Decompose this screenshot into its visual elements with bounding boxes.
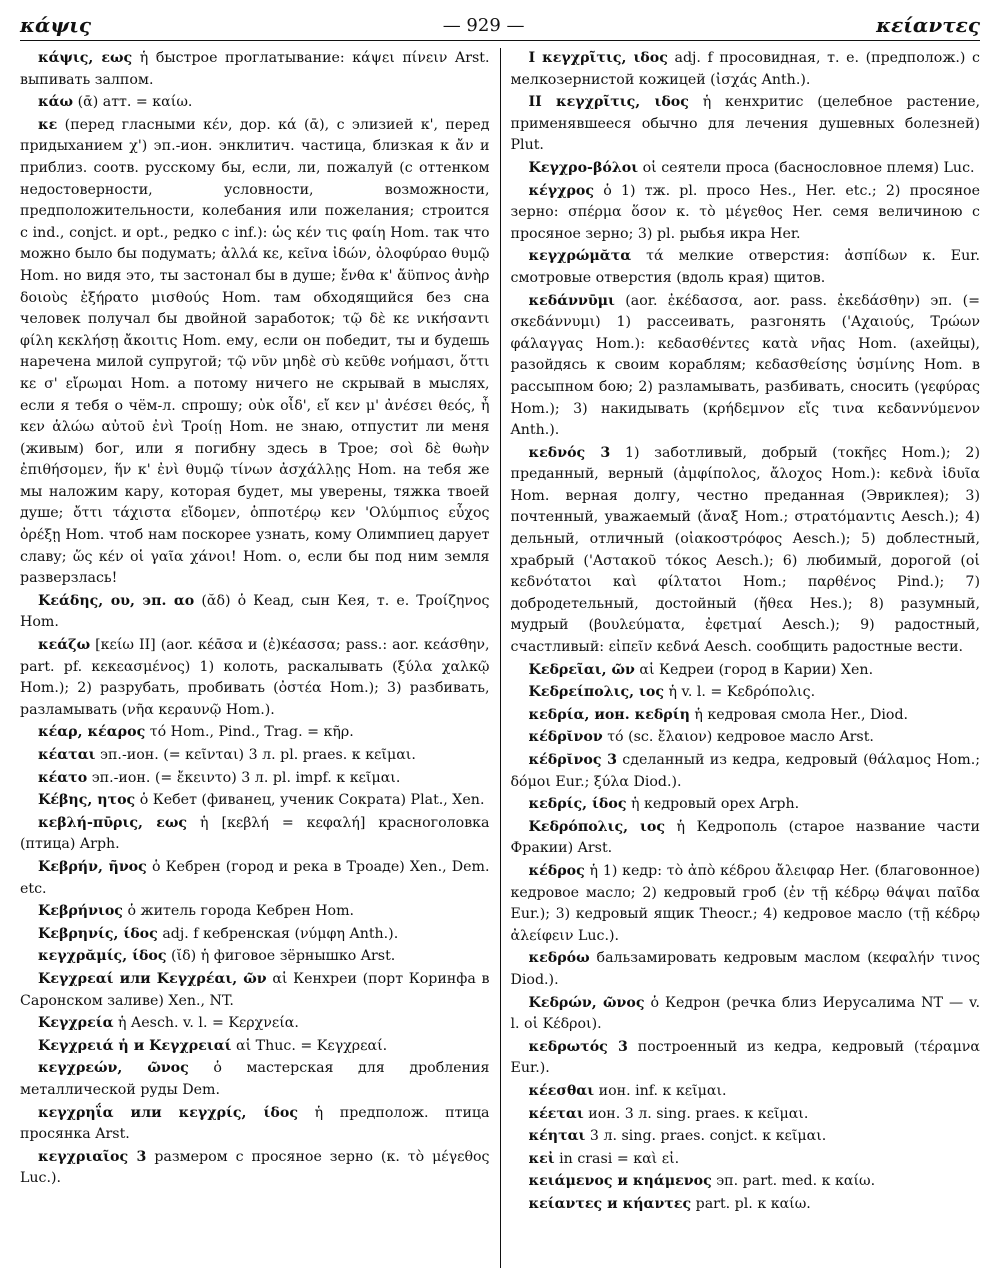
entry-headword: κεδνός 3 — [528, 444, 611, 461]
entry-definition: part. pl. к καίω. — [695, 1195, 811, 1212]
entry-headword: κείαντες и κήαντες — [528, 1195, 692, 1212]
entry-definition: ὁ Кедрон (речка близ Иерусалима NT — v. l. οἱ Κέδροι). — [510, 994, 980, 1033]
dictionary-entry — [511, 92, 981, 157]
entry-headword: κεάζω — [38, 637, 91, 654]
entry-headword: κεγχρᾰμίς, ίδος — [38, 948, 167, 965]
entry-headword: κεδρωτός 3 — [528, 1038, 628, 1055]
header-first-word: κάψις — [20, 13, 92, 37]
entry-definition: ἡ v. l. = Κεδρόπολις. — [668, 684, 816, 701]
entry-headword: Κεδρών, ῶνος — [528, 994, 645, 1011]
dictionary-entry — [20, 48, 490, 91]
entry-definition: ἡ быстрое проглатывание: κάψει πίνειν Arst. выпивать залпом. — [20, 50, 490, 88]
dictionary-entry — [20, 790, 490, 812]
entry-headword: κέδρῐνον — [528, 729, 603, 746]
dictionary-entry — [511, 1104, 981, 1126]
left-column — [20, 48, 501, 1268]
entry-headword: κεδρίς, ίδος — [528, 796, 627, 813]
entry-headword: I κεγχρῖτις, ιδος — [528, 50, 668, 66]
entry-definition: ἡ [κεβλή = κεφαλή] красноголовка (птица) Arph. — [20, 814, 490, 853]
dictionary-entry — [20, 1036, 490, 1058]
entry-definition: построенный из кедра, кедровый (τέραμνα Eur.). — [510, 1038, 980, 1077]
dictionary-entry — [511, 794, 981, 816]
dictionary-entry — [511, 246, 981, 289]
entry-definition: ὁ житель города Кебрен Hom. — [127, 903, 355, 920]
entry-headword: κάω — [38, 94, 74, 111]
dictionary-entry — [511, 48, 981, 91]
entry-definition: ион. 3 л. sing. praes. к κεῖμαι. — [588, 1105, 809, 1122]
dictionary-entry — [511, 443, 981, 659]
entry-definition: (aor. ἐκέδασσα, aor. pass. ἐκεδάσθην) эп. (= σκεδάννυμι) 1) рассеивать, разгонять ('Αχαιούς, Τρώων φάλαγγας Hom.): κεδασθέντες κατὰ νῆας Hom. (ахейцы), разойдясь к своим кораблям; κεδασθείσης ὑσμίνης Hom. в рассыпном бою; 2) разламывать, разбивать, сносить (γεφύρας Hom.); 3) накидывать (κρήδεμνον εἴς τινα κεδαννύμενον Anth.). — [510, 292, 980, 439]
dictionary-entry — [511, 158, 981, 180]
entry-headword: κεἰ — [528, 1150, 555, 1167]
dictionary-entry — [511, 1194, 981, 1216]
entry-definition: ὁ мастерская для дробления металлической руды Dem. — [20, 1060, 490, 1098]
entry-definition: ἡ кенхритис (целебное растение, применявшееся обычно для лечения душевных болезней) Plut. — [510, 94, 980, 154]
entry-headword: κέατο — [38, 769, 88, 786]
dictionary-entry — [511, 817, 981, 860]
entry-definition: τό (sc. ἔλαιον) кедровое масло Arst. — [607, 729, 874, 746]
entry-headword: κεδάννῡμι — [528, 292, 615, 309]
entry-definition: размером с просяное зерно (κ. τὸ μέγεθος Luc.). — [20, 1148, 490, 1187]
entry-headword: κεβλή-πῡρις, εως — [38, 814, 188, 831]
entry-definition: αἱ Thuc. = Κεγχρεαί. — [236, 1037, 388, 1054]
dictionary-entry — [511, 993, 981, 1036]
dictionary-entry — [511, 861, 981, 947]
entry-definition: ἡ 1) кедр: τὸ ἀπὸ κέδρου ἄλειφαρ Her. (благовонное) кедровое масло; 2) кедровый гроб (ἐν τῇ κέδρῳ θάψαι παῖδα Eur.); 3) кедровый ящик Theocr.; 4) кедровое масло (τῇ κέδρῳ ἀλείφειν Luc.). — [510, 862, 980, 944]
dictionary-entry — [20, 857, 490, 900]
entry-definition: эп. part. med. к καίω. — [716, 1173, 876, 1190]
dictionary-entry — [511, 750, 981, 793]
dictionary-entry — [20, 92, 490, 114]
entry-headword: κέαρ, κέαρος — [38, 724, 146, 741]
entry-headword: κεδρόω — [528, 950, 590, 967]
dictionary-entry — [511, 1081, 981, 1103]
entry-headword: κεγχρεών, ῶνος — [38, 1060, 189, 1077]
entry-headword: κε — [38, 116, 58, 133]
entry-headword: Κεδρόπολις, ιος — [528, 818, 665, 835]
right-column — [501, 48, 981, 1268]
entry-headword: Κεγχρεία — [38, 1015, 114, 1032]
entry-definition: (перед гласными κέν, дор. κά (ᾱ), с элизией κ', перед придыханием χ') эп.-ион. энклитич. частица, близкая к ἄν и приблиз. соотв. русскому бы, если, ли, пожалуй (с оттенком недостоверности, условности, возможности, предположительности, колебания или пожелания; строится с ind., conjct. и opt., редко с inf.): ὡς κέν τις φαίη Hom. так что можно было бы подумать; ἀλλά κε, κεῖνα ἰδών, ὀλοφύραο θυμῷ Hom. но видя это, ты застонал бы в душе; ἔνθα κ' ἄϋπνος ἀνὴρ δοιοὺς ἐξήρατο μισθούς Hom. там обходящийся без сна человек получал бы двойной заработок; τῷ δὲ κε νικήσαντι φίλη κεκλήσῃ ἄκοιτις Hom. ему, если он победит, ты и будешь наречена милой супругой; τῷ νῦν μηδὲ σὺ κεῦθε νοήμασι, ὅττι κε σ' εἴρωμαι Hom. а потому ничего не скрывай в мыслях, если я тебя о чём-л. спрошу; οὐκ οἶδ', εἴ κεν μ' ἀνέσει θεός, ἦ κεν ἁλώω αὐτοῦ ἐνὶ Τροίῃ Hom. не знаю, отпустит ли меня (живым) бог, или я погибну здесь в Трое; σοὶ δὲ θωὴν ἐπιθήσομεν, ἥν κ' ἐνὶ θυμῷ τίνων ἀσχάλλῃς Hom. на тебя же мы наложим кару, которая будет, мы уверены, тяжка твоей душе; ὄττι τάχιστα εἴδομεν, ὁπποτέρῳ κεν 'Ολύμπιος εὖχος ὀρέξῃ Hom. чтоб нам поскорее узнать, кому Олимпиец дарует славу; ὥς κέν οἱ γαῖα χάνοι! Hom. о, если бы под ним земля разверзлась! — [20, 116, 490, 587]
dictionary-entry — [20, 591, 490, 634]
dictionary-entry — [511, 727, 981, 749]
entry-headword: Κεβρήνιος — [38, 903, 123, 920]
entry-headword: κεγχρώμᾰτα — [528, 248, 632, 265]
dictionary-entry — [511, 1149, 981, 1171]
entry-definition: ὁ Кебет (фиванец, ученик Сократа) Plat., Xen. — [139, 792, 485, 809]
dictionary-entry — [20, 1103, 490, 1146]
dictionary-entry — [511, 1126, 981, 1148]
header-last-word: κείαντες — [876, 13, 980, 37]
entry-definition: ἡ предполож. птица просянка Arst. — [20, 1104, 490, 1143]
entry-definition: ὁ 1) тж. pl. просо Hes., Her. etc.; 2) просяное зерно: σπέρμα ὅσον κ. τὸ μέγεθος Her. семя величиною с просяное зерно; 3) pl. рыбья икра Her. — [510, 182, 980, 242]
dictionary-entry — [20, 1147, 490, 1190]
entry-headword: κάψις, εως — [38, 50, 133, 66]
entry-definition: 1) заботливый, добрый (τοκῆες Hom.); 2) преданный, верный (ἀμφίπολος, ἄλοχος Hom.): κεδνὰ ἰδυῖα Hom. верная долгу, честно преданная (Эвриклея); 3) почтенный, уважаемый (ἄναξ Hom.; στρατόμαντις Aesch.); 4) дельный, отличный (οἰακοστρόφος Aesch.); 5) доблестный, храбрый ('Αστακοῦ τόκος Aesch.); 6) любимый, дорогой (οἱ κεδνότατοι καὶ φίλτατοι Hom.; παρθένος Pind.); 7) добродетельный, достойный (ἤθεα Hes.); 8) разумный, мудрый (βουλεύματα, ἐφετμαί Aesch.); 9) радостный, счастливый: εἰπεῖν κεδνά Aesch. сообщить радостные вести. — [510, 444, 980, 656]
entry-definition: οἱ сеятели проса (баснословное племя) Luc. — [642, 159, 975, 176]
dictionary-entry — [511, 291, 981, 442]
entry-definition: эп.-ион. (= κεῖνται) 3 л. pl. praes. к κεῖμαι. — [100, 747, 416, 763]
entry-definition: τό Hom., Pind., Trag. = κῆρ. — [149, 724, 354, 741]
dictionary-entry — [511, 705, 981, 727]
entry-definition: (ᾱ) атт. = καίω. — [77, 94, 193, 111]
entry-definition: ἡ кедровый орех Arph. — [630, 796, 800, 813]
entry-headword: κέεται — [528, 1105, 584, 1122]
entry-headword: II κεγχρῖτις, ιδος — [528, 94, 689, 111]
dictionary-entry — [511, 1037, 981, 1080]
entry-headword: Κεάδης, ου, эп. αο — [38, 592, 195, 609]
entry-headword: κέεσθαι — [528, 1082, 595, 1099]
entry-headword: Κεγχρο-βόλοι — [528, 159, 639, 176]
dictionary-entry — [20, 813, 490, 856]
dictionary-entry — [20, 115, 490, 590]
dictionary-entry — [511, 181, 981, 246]
dictionary-entry — [20, 901, 490, 923]
dictionary-entry — [20, 969, 490, 1012]
entry-headword: κέαται — [38, 747, 96, 763]
dictionary-entry — [20, 924, 490, 946]
entry-headword: κέγχρος — [528, 182, 594, 199]
entry-headword: Κεβρηνίς, ίδος — [38, 925, 158, 942]
entry-definition: adj. f кебренская (νύμφη Anth.). — [162, 925, 399, 942]
page-number: — 929 — — [442, 14, 525, 36]
entry-headword: Κεβρήν, ῆνος — [38, 858, 147, 875]
entry-definition: adj. f просовидная, т. е. (предполож.) с мелкозернистой кожицей (ἰσχάς Anth.). — [510, 50, 980, 88]
dictionary-entry — [20, 745, 490, 767]
entry-definition: 3 л. sing. praes. conjct. к κεῖμαι. — [589, 1128, 827, 1145]
entry-definition: τά мелкие отверстия: ἀσπίδων κ. Eur. смотровые отверстия (вдоль края) щитов. — [510, 248, 980, 286]
entry-headword: κεγχρηΐα или κεγχρίς, ίδος — [38, 1104, 298, 1121]
dictionary-entry — [20, 1058, 490, 1101]
entry-definition: αἱ Кенхреи (порт Коринфа в Саронском заливе) Xen., NT. — [20, 970, 490, 1009]
entry-headword: Κεδρείπολις, ιος — [528, 684, 664, 701]
dictionary-entry — [511, 1171, 981, 1193]
dictionary-entry — [20, 768, 490, 790]
entry-definition: [κείω II] (aor. κέᾱσα и (ἐ)κέασσα; pass.: aor. κεάσθην, part. pf. κεκεασμένος) 1) колоть, раскалывать (ξύλα χαλκῷ Hom.); 2) разрубать, пробивать (ὀστέα Hom.); 3) разбивать, разламывать (νῆα κεραυνῷ Hom.). — [20, 637, 490, 718]
dictionary-entry — [511, 948, 981, 991]
entry-definition: ἡ кедровая смола Her., Diod. — [694, 706, 909, 723]
entry-definition: ион. inf. к κεῖμαι. — [598, 1082, 727, 1099]
entry-definition: in crasi = καὶ εἰ. — [559, 1150, 680, 1167]
entry-headword: κεγχριαῖος 3 — [38, 1148, 147, 1165]
entry-headword: κεδρία, ион. κεδρίη — [528, 706, 690, 723]
entry-headword: Κεδρεῖαι, ῶν — [528, 661, 635, 678]
entry-definition: сделанный из кедра, кедровый (θάλαμος Hom.; δόμοι Eur.; ξύλα Diod.). — [510, 752, 980, 790]
entry-definition: ἡ Aesch. v. l. = Κερχνεία. — [118, 1015, 299, 1032]
entry-definition: бальзамировать кедровым маслом (κεφαλήν τινος Diod.). — [510, 950, 980, 988]
entry-definition: ἡ Кедрополь (старое название части Фракии) Arst. — [510, 818, 980, 857]
entry-definition: ὁ Кебрен (город и река в Троаде) Xen., Dem. etc. — [20, 858, 490, 897]
dictionary-entry — [20, 635, 490, 721]
two-column-body — [20, 48, 980, 1268]
entry-headword: κέδρῐνος 3 — [528, 752, 618, 768]
dictionary-entry — [511, 660, 981, 682]
entry-definition: эп.-ион. (= ἔκειντο) 3 л. pl. impf. к κεῖμαι. — [91, 769, 401, 786]
dictionary-entry — [20, 946, 490, 968]
page-header — [20, 10, 980, 41]
entry-headword: κέηται — [528, 1128, 586, 1145]
entry-definition: (ᾰδ) ὁ Кеад, сын Кея, т. е. Τροίζηνος Hom. — [20, 592, 490, 631]
entry-definition: (ῐδ) ἡ фиговое зёрнышко Arst. — [171, 948, 396, 965]
entry-headword: κειάμενος и κηάμενος — [528, 1173, 712, 1190]
dictionary-entry — [20, 1013, 490, 1035]
dictionary-entry — [511, 682, 981, 704]
entry-headword: κέδρος — [528, 862, 585, 879]
entry-headword: Κέβης, ητος — [38, 792, 136, 809]
entry-headword: Κεγχρεαί или Κεγχρέαι, ῶν — [38, 970, 267, 987]
entry-headword: Κεγχρειά ἡ и Κεγχρειαί — [38, 1037, 232, 1054]
dictionary-entry — [20, 722, 490, 744]
entry-definition: αἱ Кедреи (город в Карии) Xen. — [639, 661, 874, 678]
